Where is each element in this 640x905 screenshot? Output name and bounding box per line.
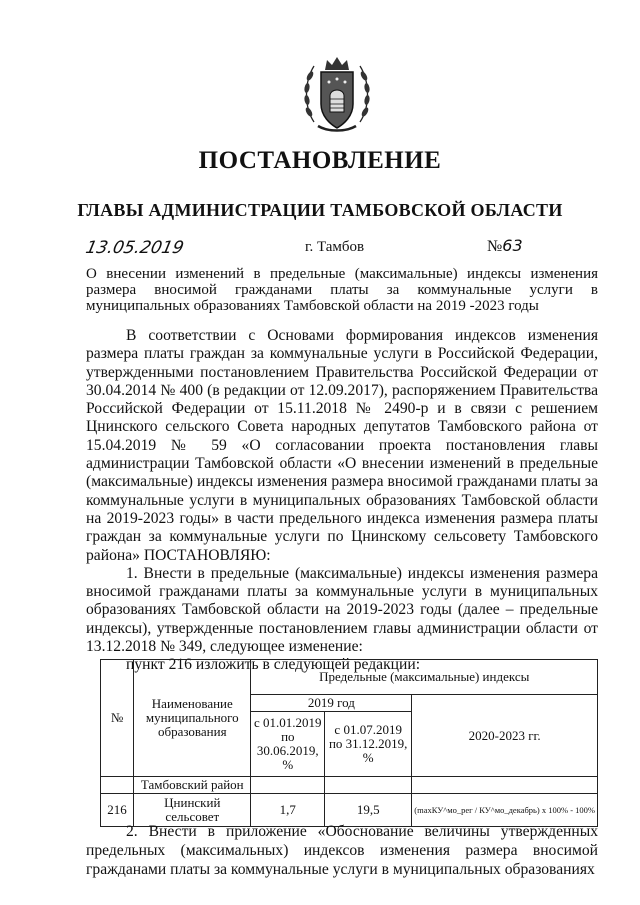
col-h1-header: с 01.01.2019 по 30.06.2019, % (251, 712, 325, 777)
document-date: 13.05.2019 (83, 238, 186, 258)
row-formula: (maxКУ^мо_рег / КУ^мо_декабрь) x 100% - 100% (412, 794, 598, 827)
coat-of-arms-emblem (300, 52, 374, 136)
document-body (86, 327, 598, 675)
body-paragraph-3: пункт 216 изложить в следующей редакции: (126, 656, 421, 674)
number-value: 63 (502, 236, 523, 255)
document-title: ПОСТАНОВЛЕНИЕ (198, 147, 442, 174)
document-abstract: О внесении изменений в предельные (максимальные) индексы изменения размера вносимой гражданами платы за коммунальные услуги в муниципальных образованиях Тамбовской области на 2019 -2023 годы (86, 266, 598, 314)
document-body-continued (86, 822, 598, 879)
document-number (487, 236, 523, 256)
body-paragraph-4: 2. Внести в приложение «Обоснование величины утвержденных предельных (максимальных) индексов изменения размера вносимой гражданами платы за коммунальные услуги в муниципальных образованиях (86, 823, 598, 878)
document-subtitle: ГЛАВЫ АДМИНИСТРАЦИИ ТАМБОВСКОЙ ОБЛАСТИ (77, 200, 563, 220)
row-value-2: 19,5 (325, 794, 412, 827)
indices-table (100, 659, 598, 827)
col-no-header: № (101, 660, 134, 777)
body-paragraph-2: 1. Внести в предельные (максимальные) индексы изменения размера вносимой гражданами платы за коммунальные услуги в муниципальных образованиях Тамбовской области на 2019-2023 годы (далее – предельные индексы), утвержденные постановлением главы администрации области от 13.12.2018 № 349, следующее изменение: (86, 564, 598, 656)
body-paragraph-1: В соответствии с Основами формирования индексов изменения размера платы граждан за коммунальные услуги в Российской Федерации, утвержденными постановлением Правительства Российской Федерации от 30.04.2014 № 400 (в редакции от 12.09.2017), распоряжением Правительства Российской Федерации от 15.11.2018 № 2490-р и в связи с решением Цнинского сельского Совета народных депутатов Тамбовского района от 15.04.2019 № 59 «О согласовании проекта постановления главы администрации Тамбовской области «О внесении изменений в предельные (максимальные) индексы изменения размера вносимой гражданами платы за коммунальные услуги в муниципальных образованиях Тамбовской области на 2019-2023 годы» в части предельного индекса изменения размера платы граждан за коммунальные услуги по Цнинскому сельсовету Тамбовского района» ПОСТАНОВЛЯЮ: (86, 327, 598, 564)
row-number: 216 (101, 794, 134, 827)
col-2020-2023-header: 2020-2023 гг. (412, 695, 598, 777)
col-year-header: 2019 год (251, 695, 412, 712)
number-label: № (487, 238, 503, 255)
col-indices-header: Предельные (максимальные) индексы (251, 660, 598, 695)
table-header-row-1 (101, 660, 598, 695)
col-h2-header: с 01.07.2019 по 31.12.2019, % (325, 712, 412, 777)
document-city: г. Тамбов (305, 239, 365, 255)
table-region-row (101, 777, 598, 794)
region-cell: Тамбовский район (134, 777, 251, 794)
row-name: Цнинский сельсовет (134, 794, 251, 827)
col-name-header: Наименование муниципального образования (134, 660, 251, 777)
row-value-1: 1,7 (251, 794, 325, 827)
